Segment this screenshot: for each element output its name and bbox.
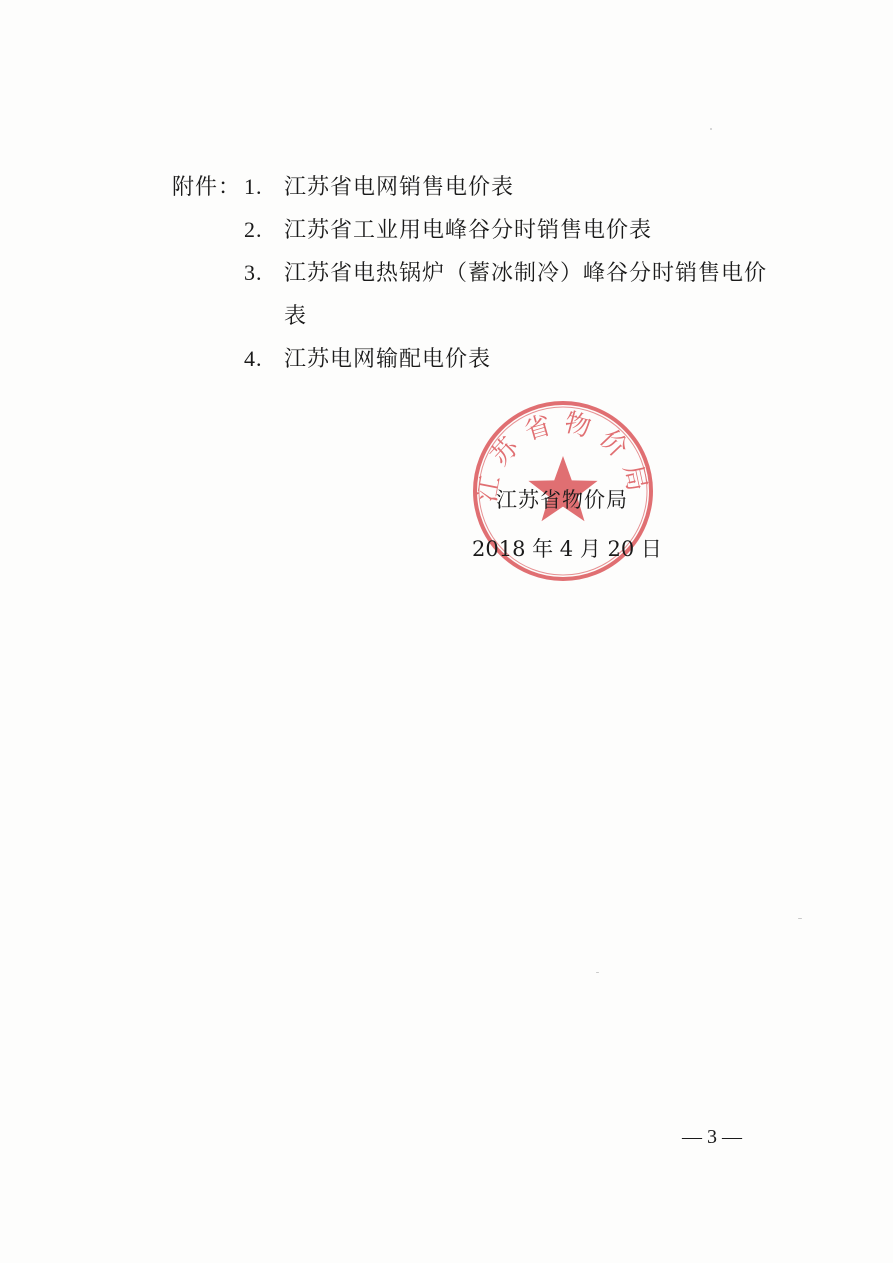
issuing-organization: 江苏省物价局 — [496, 488, 628, 512]
issue-date: 2018 年 4 月 20 日 — [472, 537, 662, 561]
scan-speck — [798, 918, 802, 919]
scan-speck — [710, 128, 712, 130]
scan-speck — [596, 972, 599, 973]
attachment-number: 2. — [244, 217, 263, 242]
attachment-item-2 — [244, 213, 652, 244]
attachment-number: 3. — [244, 260, 263, 285]
attachment-title: 江苏省电热锅炉（蓄冰制冷）峰谷分时销售电价 — [284, 261, 768, 286]
attachment-item-3 — [244, 256, 767, 287]
attachment-title: 江苏电网输配电价表 — [284, 347, 492, 372]
attachment-item-4 — [244, 342, 491, 373]
attachment-number: 4. — [244, 346, 263, 371]
attachment-title: 江苏省工业用电峰谷分时销售电价表 — [284, 218, 653, 243]
attachments-label: 附件： — [172, 175, 242, 200]
attachment-item-3-continuation: 表 — [284, 304, 308, 329]
attachment-number: 1. — [244, 174, 263, 199]
attachment-title: 江苏省电网销售电价表 — [284, 175, 515, 200]
attachment-item-1 — [244, 170, 514, 201]
seal-text: 江苏省物价局 — [472, 407, 654, 505]
page-number: — 3 — — [682, 1126, 742, 1148]
